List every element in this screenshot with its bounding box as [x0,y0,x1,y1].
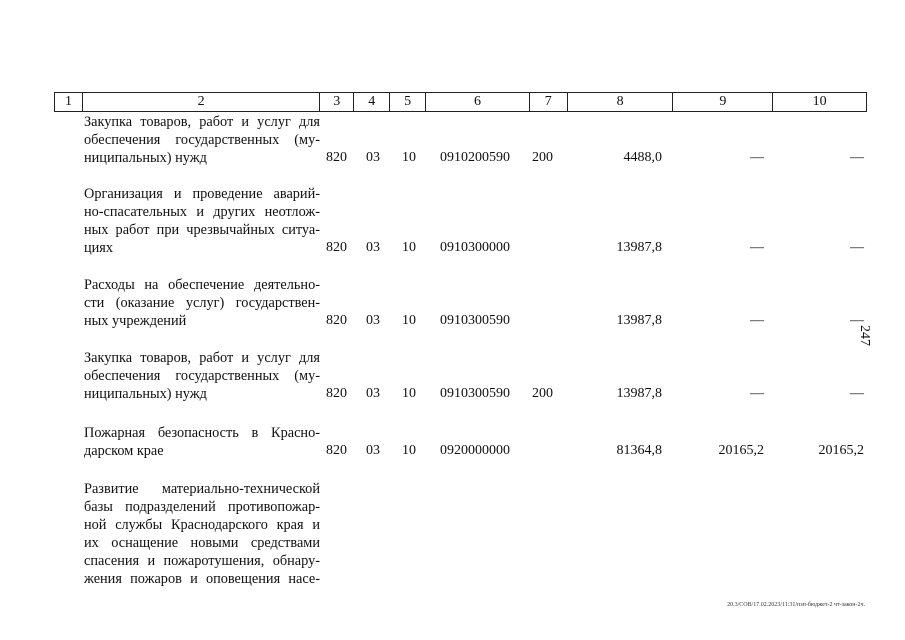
table-row [54,424,867,464]
description-line: обеспечения государственных (му- [84,132,320,148]
cell-col-10: 20165,2 [818,443,864,458]
page-number: 247 [857,325,872,346]
cell-col-8: 13987,8 [616,386,662,401]
footer-document-code: 20.3/СОВ/17.02.2023/11:31/пзп-бюджет-2 чт-закон-2ч. [727,602,865,608]
header-col-3: 3 [320,93,354,111]
description-line: ных работ при чрезвычайных ситуа- [84,222,320,238]
cell-col-6: 0910300590 [440,313,510,328]
header-col-1: 1 [55,93,83,111]
cell-col-10: — [850,386,864,401]
description-line: жения пожаров и оповещения насе- [84,571,320,587]
cell-col-3: 820 [326,150,347,165]
cell-col-9: — [750,240,764,255]
cell-col-4: 03 [366,313,380,328]
description-line: циях [84,240,114,256]
description-line: Развитие материально-технической [84,481,320,497]
description-line: сти (оказание услуг) государствен- [84,295,320,311]
cell-col-6: 0910300000 [440,240,510,255]
cell-col-3: 820 [326,386,347,401]
cell-col-6: 0910200590 [440,150,510,165]
description-line: Расходы на обеспечение деятельно- [84,277,320,293]
description-line: но-спасательных и других неотлож- [84,204,320,220]
cell-col-9: — [750,150,764,165]
row-description [84,185,320,257]
cell-col-8: 81364,8 [616,443,662,458]
cell-col-7: 200 [532,150,553,165]
cell-col-5: 10 [402,443,416,458]
description-line: ных учреждений [84,313,187,329]
description-line: ной службы Краснодарского края и [84,517,320,533]
header-col-5: 5 [390,93,426,111]
description-line: Закупка товаров, работ и услуг для [84,350,320,366]
description-line: ниципальных) нужд [84,150,207,166]
description-line: Пожарная безопасность в Красно- [84,425,320,441]
header-col-10: 10 [812,94,827,109]
table-header-row [54,92,867,112]
cell-col-10: — [850,313,864,328]
cell-col-8: 13987,8 [616,313,662,328]
cell-col-6: 0910300590 [440,386,510,401]
row-description [84,424,320,460]
cell-col-5: 10 [402,386,416,401]
cell-col-5: 10 [402,313,416,328]
cell-col-5: 10 [402,240,416,255]
description-line: Закупка товаров, работ и услуг для [84,114,320,130]
cell-col-10: — [850,240,864,255]
header-col-8: 8 [568,93,674,111]
cell-col-9: — [750,386,764,401]
cell-col-9: 20165,2 [718,443,764,458]
description-line: базы подразделений противопожар- [84,499,320,515]
table-row [54,349,867,407]
description-line: спасения и пожаротушения, обнару- [84,553,320,569]
cell-col-4: 03 [366,150,380,165]
table-row [54,113,867,173]
cell-col-10: — [850,150,864,165]
cell-col-3: 820 [326,443,347,458]
table-row [54,276,867,334]
header-col-6: 6 [426,93,530,111]
cell-col-8: 4488,0 [623,150,662,165]
row-description [84,349,320,403]
description-line: Организация и проведение аварий- [84,186,320,202]
description-line: обеспечения государственных (му- [84,368,320,384]
header-col-2: 2 [83,93,320,111]
cell-col-6: 0920000000 [440,443,510,458]
cell-col-4: 03 [366,443,380,458]
description-line: дарском крае [84,443,164,459]
row-description [84,113,320,167]
cell-col-8: 13987,8 [616,240,662,255]
cell-col-3: 820 [326,240,347,255]
cell-col-5: 10 [402,150,416,165]
cell-col-3: 820 [326,313,347,328]
cell-col-9: — [750,313,764,328]
row-description [84,276,320,330]
description-line: ниципальных) нужд [84,386,207,402]
header-col-7: 7 [530,93,568,111]
header-col-4: 4 [354,93,390,111]
cell-col-4: 03 [366,386,380,401]
header-col-9: 9 [673,93,773,111]
cell-col-4: 03 [366,240,380,255]
row-description [84,480,320,588]
table-row [54,185,867,261]
cell-col-7: 200 [532,386,553,401]
description-line: их оснащение новыми средствами [84,535,320,551]
table-row [54,480,867,590]
